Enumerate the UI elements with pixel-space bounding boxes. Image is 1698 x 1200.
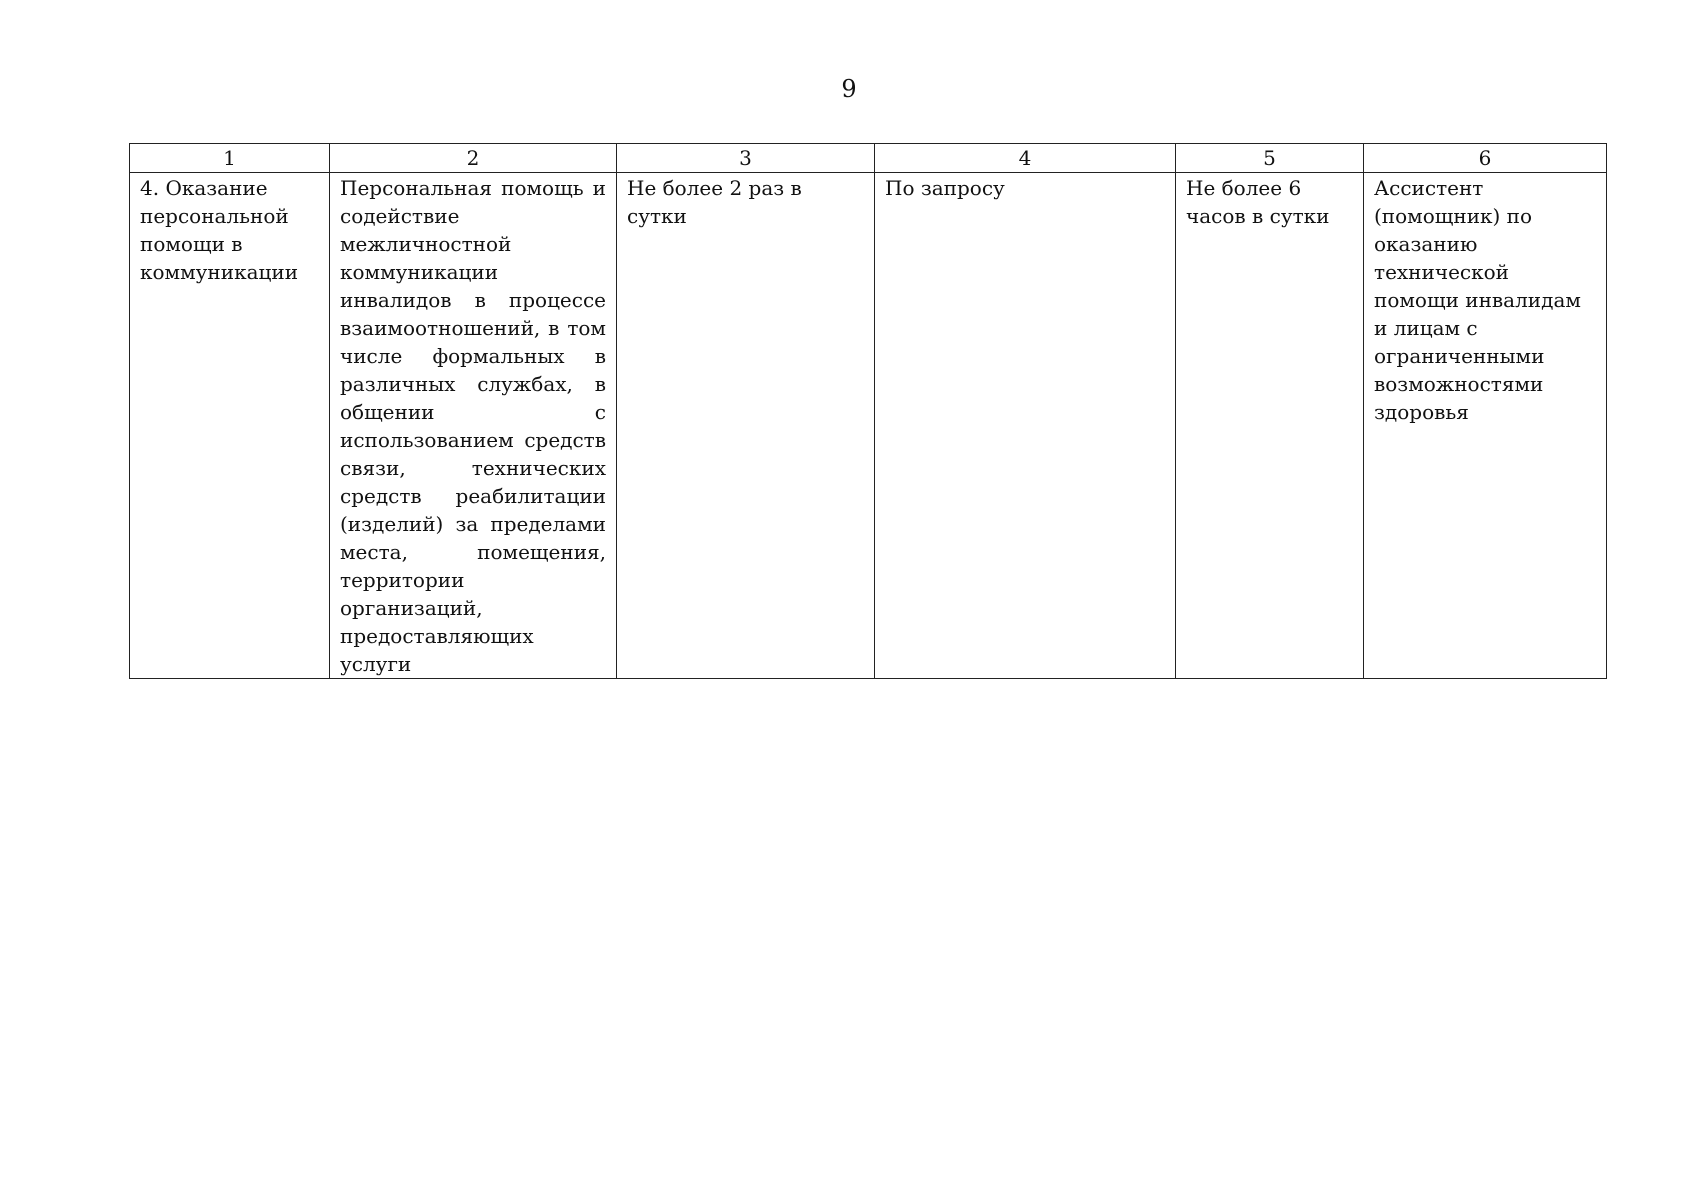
- services-table: [129, 143, 1607, 679]
- service-description-cell: Персональная помощь и содействие межличностной коммуникации инвалидов в процессе взаимоотношений, в том числе формальных в различных службах, в общении с использованием средств связи, технических средств реабилитации (изделий) за пределами места, помещения, территории организаций, предоставляющих услуги: [330, 173, 617, 679]
- duration-cell: Не более 6 часов в сутки: [1176, 173, 1364, 679]
- condition-cell: По запросу: [875, 173, 1176, 679]
- page-number: 9: [841, 75, 857, 103]
- column-header-6: 6: [1364, 144, 1607, 173]
- column-header-3: 3: [617, 144, 875, 173]
- service-name-cell: 4. Оказание персональной помощи в коммуникации: [130, 173, 330, 679]
- column-header-2: 2: [330, 144, 617, 173]
- performer-cell: Ассистент (помощник) по оказанию технической помощи инвалидам и лицам с ограниченными возможностями здоровья: [1364, 173, 1607, 679]
- column-header-4: 4: [875, 144, 1176, 173]
- column-header-5: 5: [1176, 144, 1364, 173]
- frequency-cell: Не более 2 раз в сутки: [617, 173, 875, 679]
- column-header-1: 1: [130, 144, 330, 173]
- table-header-row: [130, 144, 1607, 173]
- table-row: [130, 173, 1607, 679]
